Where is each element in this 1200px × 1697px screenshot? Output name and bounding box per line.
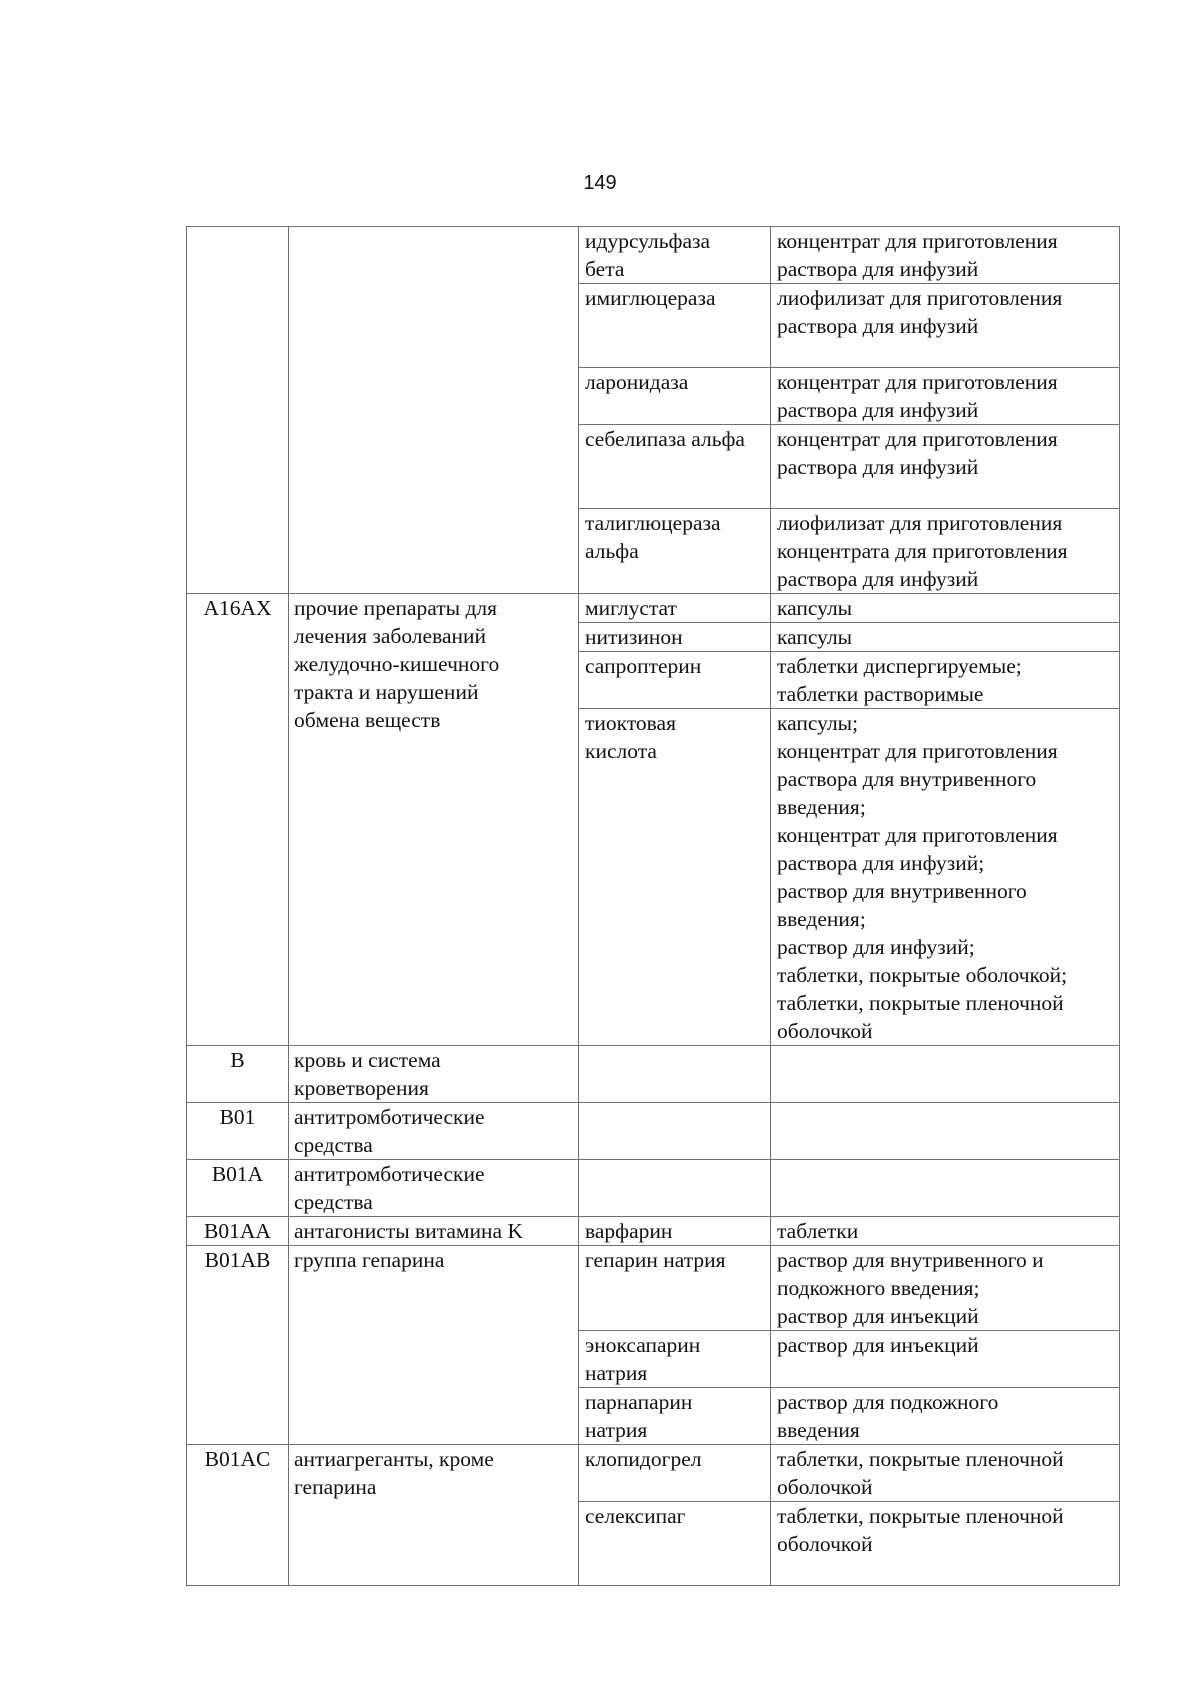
dosage-form-line: введения; bbox=[777, 795, 866, 819]
group-name-cell bbox=[289, 1103, 579, 1160]
dosage-form-line: подкожного введения; bbox=[777, 1276, 980, 1300]
dosage-form-line: концентрат для приготовления bbox=[777, 823, 1058, 847]
dosage-form-line: оболочкой bbox=[777, 1019, 873, 1043]
dosage-form-line: лиофилизат для приготовления bbox=[777, 511, 1063, 535]
table-row bbox=[187, 227, 1120, 284]
group-name-line: прочие препараты для bbox=[294, 596, 498, 620]
atc-code: B01 bbox=[219, 1105, 256, 1129]
drug-name-line: гепарин натрия bbox=[585, 1248, 726, 1272]
drug-name-cell bbox=[579, 1502, 771, 1586]
drug-name-cell bbox=[579, 652, 771, 709]
dosage-form-cell bbox=[771, 594, 1120, 623]
dosage-form-line: раствор для внутривенного и bbox=[777, 1248, 1044, 1272]
drug-name-line: имиглюцераза bbox=[585, 286, 716, 310]
dosage-form-cell bbox=[771, 509, 1120, 594]
dosage-form-line: раствор для инфузий; bbox=[777, 935, 975, 959]
dosage-form-line: таблетки, покрытые пленочной bbox=[777, 991, 1064, 1015]
dosage-form-cell bbox=[771, 1445, 1120, 1502]
group-name-line: обмена веществ bbox=[294, 708, 441, 732]
group-name-cell bbox=[289, 1160, 579, 1217]
dosage-form-line: капсулы; bbox=[777, 711, 859, 735]
drug-name-line: миглустат bbox=[585, 596, 677, 620]
drug-name-cell bbox=[579, 1217, 771, 1246]
table-row bbox=[187, 1246, 1120, 1331]
group-name-cell bbox=[289, 1217, 579, 1246]
dosage-form-cell bbox=[771, 368, 1120, 425]
dosage-form-line: таблетки, покрытые оболочкой; bbox=[777, 963, 1068, 987]
dosage-form-line: раствора для инфузий bbox=[777, 455, 979, 479]
drug-name-line: талиглюцераза bbox=[585, 511, 721, 535]
drug-name-line: селексипаг bbox=[585, 1504, 686, 1528]
dosage-form-line: раствора для инфузий bbox=[777, 257, 979, 281]
group-name-line: кроветворения bbox=[294, 1076, 429, 1100]
dosage-form-cell bbox=[771, 1388, 1120, 1445]
atc-code-cell bbox=[187, 594, 289, 1046]
atc-code: B bbox=[230, 1048, 245, 1072]
dosage-form-line: раствор для подкожного bbox=[777, 1390, 999, 1414]
dosage-form-cell bbox=[771, 1217, 1120, 1246]
dosage-form-line: оболочкой bbox=[777, 1532, 873, 1556]
dosage-form-line: раствора для инфузий bbox=[777, 314, 979, 338]
drug-name-cell bbox=[579, 1445, 771, 1502]
drug-name-cell bbox=[579, 368, 771, 425]
dosage-form-cell bbox=[771, 623, 1120, 652]
drug-name-line: нитизинон bbox=[585, 625, 683, 649]
dosage-form-cell bbox=[771, 1331, 1120, 1388]
dosage-form-line: раствора для внутривенного bbox=[777, 767, 1037, 791]
drug-name-line: клопидогрел bbox=[585, 1447, 702, 1471]
dosage-form-line: таблетки диспергируемые; bbox=[777, 654, 1022, 678]
dosage-form-cell bbox=[771, 1160, 1120, 1217]
table-row bbox=[187, 1160, 1120, 1217]
dosage-form-line: концентрат для приготовления bbox=[777, 370, 1058, 394]
atc-code-cell bbox=[187, 1445, 289, 1586]
table-row bbox=[187, 1103, 1120, 1160]
page-number: 149 bbox=[583, 172, 617, 194]
group-name-line: антитромботические bbox=[294, 1162, 485, 1186]
atc-code: B01AB bbox=[204, 1248, 271, 1272]
dosage-form-cell bbox=[771, 227, 1120, 284]
drug-name-cell bbox=[579, 623, 771, 652]
dosage-form-line: оболочкой bbox=[777, 1475, 873, 1499]
atc-code-cell bbox=[187, 1246, 289, 1445]
group-name-line: тракта и нарушений bbox=[294, 680, 479, 704]
group-name-line: группа гепарина bbox=[294, 1248, 445, 1272]
atc-code: B01AC bbox=[204, 1447, 271, 1471]
group-name-cell bbox=[289, 594, 579, 1046]
dosage-form-line: таблетки bbox=[777, 1219, 859, 1243]
table-row bbox=[187, 1445, 1120, 1502]
drug-name-cell bbox=[579, 284, 771, 368]
drug-name-cell bbox=[579, 1103, 771, 1160]
group-name-line: антитромботические bbox=[294, 1105, 485, 1129]
atc-code-cell bbox=[187, 227, 289, 594]
drug-name-cell bbox=[579, 227, 771, 284]
dosage-form-cell bbox=[771, 1046, 1120, 1103]
dosage-form-line: раствора для инфузий bbox=[777, 398, 979, 422]
dosage-form-line: таблетки, покрытые пленочной bbox=[777, 1447, 1064, 1471]
drug-name-line: натрия bbox=[585, 1361, 648, 1385]
drug-name-cell bbox=[579, 425, 771, 509]
group-name-line: антиагреганты, кроме bbox=[294, 1447, 494, 1471]
group-name-cell bbox=[289, 1445, 579, 1586]
dosage-form-line: раствор для внутривенного bbox=[777, 879, 1027, 903]
group-name-cell bbox=[289, 1246, 579, 1445]
atc-code-cell bbox=[187, 1217, 289, 1246]
dosage-form-line: раствор для инъекций bbox=[777, 1333, 979, 1357]
dosage-form-cell bbox=[771, 709, 1120, 1046]
atc-code-cell bbox=[187, 1046, 289, 1103]
group-name-cell bbox=[289, 1046, 579, 1103]
dosage-form-cell bbox=[771, 1246, 1120, 1331]
group-name-cell bbox=[289, 227, 579, 594]
drug-name-line: альфа bbox=[585, 539, 639, 563]
atc-code-cell bbox=[187, 1160, 289, 1217]
drug-name-cell bbox=[579, 1160, 771, 1217]
group-name-line: антагонисты витамина K bbox=[294, 1219, 523, 1243]
dosage-form-line: капсулы bbox=[777, 596, 853, 620]
drug-name-line: варфарин bbox=[585, 1219, 673, 1243]
dosage-form-cell bbox=[771, 1103, 1120, 1160]
drug-name-line: сапроптерин bbox=[585, 654, 702, 678]
atc-code: A16AX bbox=[203, 596, 272, 620]
drug-name-line: бета bbox=[585, 257, 625, 281]
drug-name-line: себелипаза альфа bbox=[585, 427, 745, 451]
drug-name-line: эноксапарин bbox=[585, 1333, 701, 1357]
drug-name-cell bbox=[579, 709, 771, 1046]
table-row bbox=[187, 1046, 1120, 1103]
drug-name-cell bbox=[579, 1046, 771, 1103]
drug-name-cell bbox=[579, 1246, 771, 1331]
drug-table bbox=[186, 226, 1120, 1586]
dosage-form-line: раствора для инфузий bbox=[777, 567, 979, 591]
dosage-form-line: таблетки растворимые bbox=[777, 682, 984, 706]
group-name-line: средства bbox=[294, 1133, 373, 1157]
dosage-form-line: капсулы bbox=[777, 625, 853, 649]
table-row bbox=[187, 594, 1120, 623]
drug-name-line: тиоктовая bbox=[585, 711, 676, 735]
dosage-form-line: раствор для инъекций bbox=[777, 1304, 979, 1328]
group-name-line: кровь и система bbox=[294, 1048, 441, 1072]
drug-name-line: парнапарин bbox=[585, 1390, 693, 1414]
dosage-form-line: введения; bbox=[777, 907, 866, 931]
atc-code: B01A bbox=[211, 1162, 264, 1186]
drug-name-cell bbox=[579, 594, 771, 623]
drug-name-cell bbox=[579, 1388, 771, 1445]
drug-name-line: кислота bbox=[585, 739, 657, 763]
group-name-line: средства bbox=[294, 1190, 373, 1214]
dosage-form-line: лиофилизат для приготовления bbox=[777, 286, 1063, 310]
dosage-form-cell bbox=[771, 652, 1120, 709]
dosage-form-line: концентрат для приготовления bbox=[777, 427, 1058, 451]
dosage-form-line: концентрата для приготовления bbox=[777, 539, 1068, 563]
dosage-form-line: таблетки, покрытые пленочной bbox=[777, 1504, 1064, 1528]
dosage-form-line: раствора для инфузий; bbox=[777, 851, 985, 875]
group-name-line: лечения заболеваний bbox=[294, 624, 487, 648]
dosage-form-line: концентрат для приготовления bbox=[777, 739, 1058, 763]
drug-name-line: натрия bbox=[585, 1418, 648, 1442]
dosage-form-line: концентрат для приготовления bbox=[777, 229, 1058, 253]
table-row bbox=[187, 1217, 1120, 1246]
dosage-form-cell bbox=[771, 284, 1120, 368]
drug-name-line: ларонидаза bbox=[585, 370, 689, 394]
atc-code-cell bbox=[187, 1103, 289, 1160]
dosage-form-cell bbox=[771, 1502, 1120, 1586]
dosage-form-line: введения bbox=[777, 1418, 860, 1442]
drug-name-cell bbox=[579, 509, 771, 594]
dosage-form-cell bbox=[771, 425, 1120, 509]
group-name-line: желудочно-кишечного bbox=[294, 652, 500, 676]
group-name-line: гепарина bbox=[294, 1475, 377, 1499]
drug-name-line: идурсульфаза bbox=[585, 229, 711, 253]
drug-name-cell bbox=[579, 1331, 771, 1388]
atc-code: B01AA bbox=[204, 1219, 271, 1243]
